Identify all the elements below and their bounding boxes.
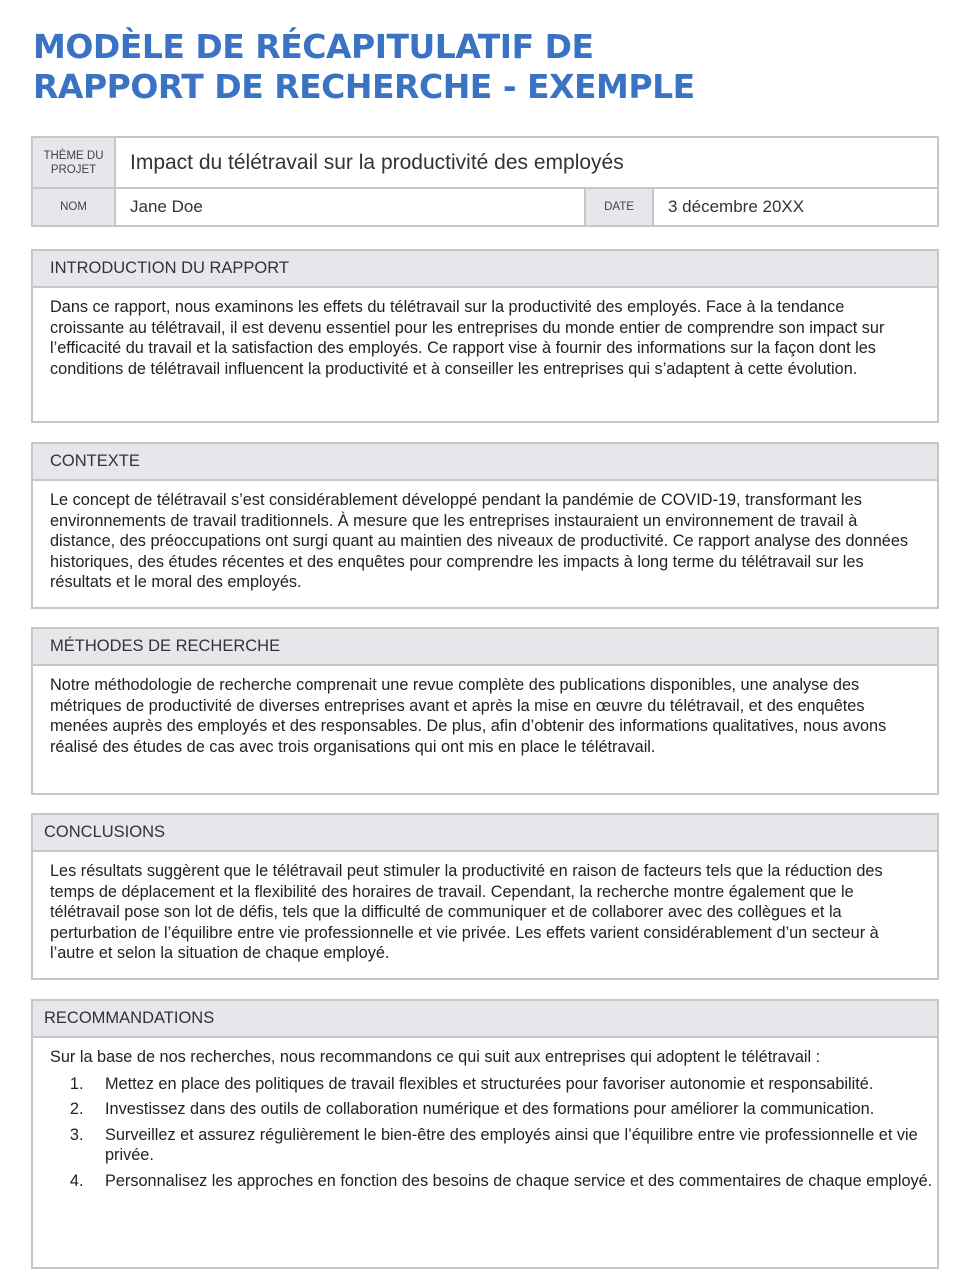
recommendation-item: 4. Personnalisez les approches en fonction des besoins de chaque service et des commentaires de chaque employé. <box>88 1171 937 1192</box>
name-value: Jane Doe <box>116 189 586 225</box>
recommendations-intro: Sur la base de nos recherches, nous recommandons ce qui suit aux entreprises qui adoptent le télétravail : <box>50 1048 821 1066</box>
project-theme-label <box>33 138 116 187</box>
project-theme-label-line-2: PROJET <box>50 164 97 176</box>
introduction-heading: INTRODUCTION DU RAPPORT <box>33 251 937 288</box>
date-value: 3 décembre 20XX <box>668 197 805 216</box>
introduction-text: Dans ce rapport, nous examinons les effets du télétravail sur la productivité des employés. Face à la tendance croissante au télétravail, il est devenu essentiel pour les entreprises du monde entier de comprendre son impact sur l’efficacité du travail et la satisfaction des employés. Ce rapport vise à fournir des informations sur la façon dont les conditions de télétravail influencent la productivité et à conseiller les entreprises qui s’adaptent à cette évolution. <box>50 298 885 378</box>
recommendation-item: 1. Mettez en place des politiques de travail flexibles et structurées pour favoriser autonomie et responsabilité. <box>88 1074 937 1095</box>
project-info-table <box>31 136 939 227</box>
page-title-line-2: RAPPORT DE RECHERCHE - EXEMPLE <box>33 67 695 106</box>
name-label: NOM <box>33 189 116 225</box>
context-heading: CONTEXTE <box>33 444 937 481</box>
context-text: Le concept de télétravail s’est considérablement développé pendant la pandémie de COVID-19, transformant les environnements de travail traditionnels. À mesure que les entreprises instauraient un environnement de travail à distance, des préoccupations ont surgi quant au maintien des niveaux de productivité. Ce rapport analyse des données historiques, des études récentes et des enquêtes pour comprendre les impacts à long terme du télétravail sur les résultats et le moral des employés. <box>50 491 909 592</box>
project-theme-row <box>33 138 937 189</box>
context-section <box>31 442 939 609</box>
project-theme-value: Impact du télétravail sur la productivité des employés <box>130 151 624 174</box>
recommendation-item: 3. Surveillez et assurez régulièrement le bien-être des employés ainsi que l’équilibre entre vie professionnelle et vie privée. <box>88 1125 937 1166</box>
introduction-section <box>31 249 939 423</box>
date-label: DATE <box>586 189 654 225</box>
conclusions-text: Les résultats suggèrent que le télétravail peut stimuler la productivité en raison de facteurs tels que la réduction des temps de déplacement et la flexibilité des horaires de travail. Cependant, la recherche montre également que le télétravail pose son lot de défis, tels que la difficulté de communiquer et de collaborer avec des collègues et la perturbation de l’équilibre entre vie professionnelle et vie privée. Les effets varient considérablement d’un secteur à l’autre et selon la situation de chaque employé. <box>50 862 883 963</box>
recommendation-item: 2. Investissez dans des outils de collaboration numérique et des formations pour améliorer la communication. <box>88 1099 937 1120</box>
page-title <box>33 27 933 107</box>
project-theme-label-line-1: THÈME DU <box>43 150 104 162</box>
conclusions-section <box>31 813 939 980</box>
recommendations-section <box>31 999 939 1269</box>
conclusions-heading: CONCLUSIONS <box>33 815 937 852</box>
project-name-date-row <box>33 189 937 225</box>
methods-section <box>31 627 939 795</box>
methods-text: Notre méthodologie de recherche comprenait une revue complète des publications disponibles, une analyse des métriques de productivité de diverses entreprises avant et après la mise en œuvre du télétravail, et des enquêtes menées auprès des employés et des responsables. De plus, afin d’obtenir des informations qualitatives, nous avons réalisé des études de cas avec trois organisations qui ont mis en place le télétravail. <box>50 676 887 756</box>
recommendations-list <box>33 1074 937 1192</box>
methods-heading: MÉTHODES DE RECHERCHE <box>33 629 937 666</box>
recommendations-heading: RECOMMANDATIONS <box>33 1001 937 1038</box>
page-title-line-1: MODÈLE DE RÉCAPITULATIF DE <box>33 27 594 66</box>
